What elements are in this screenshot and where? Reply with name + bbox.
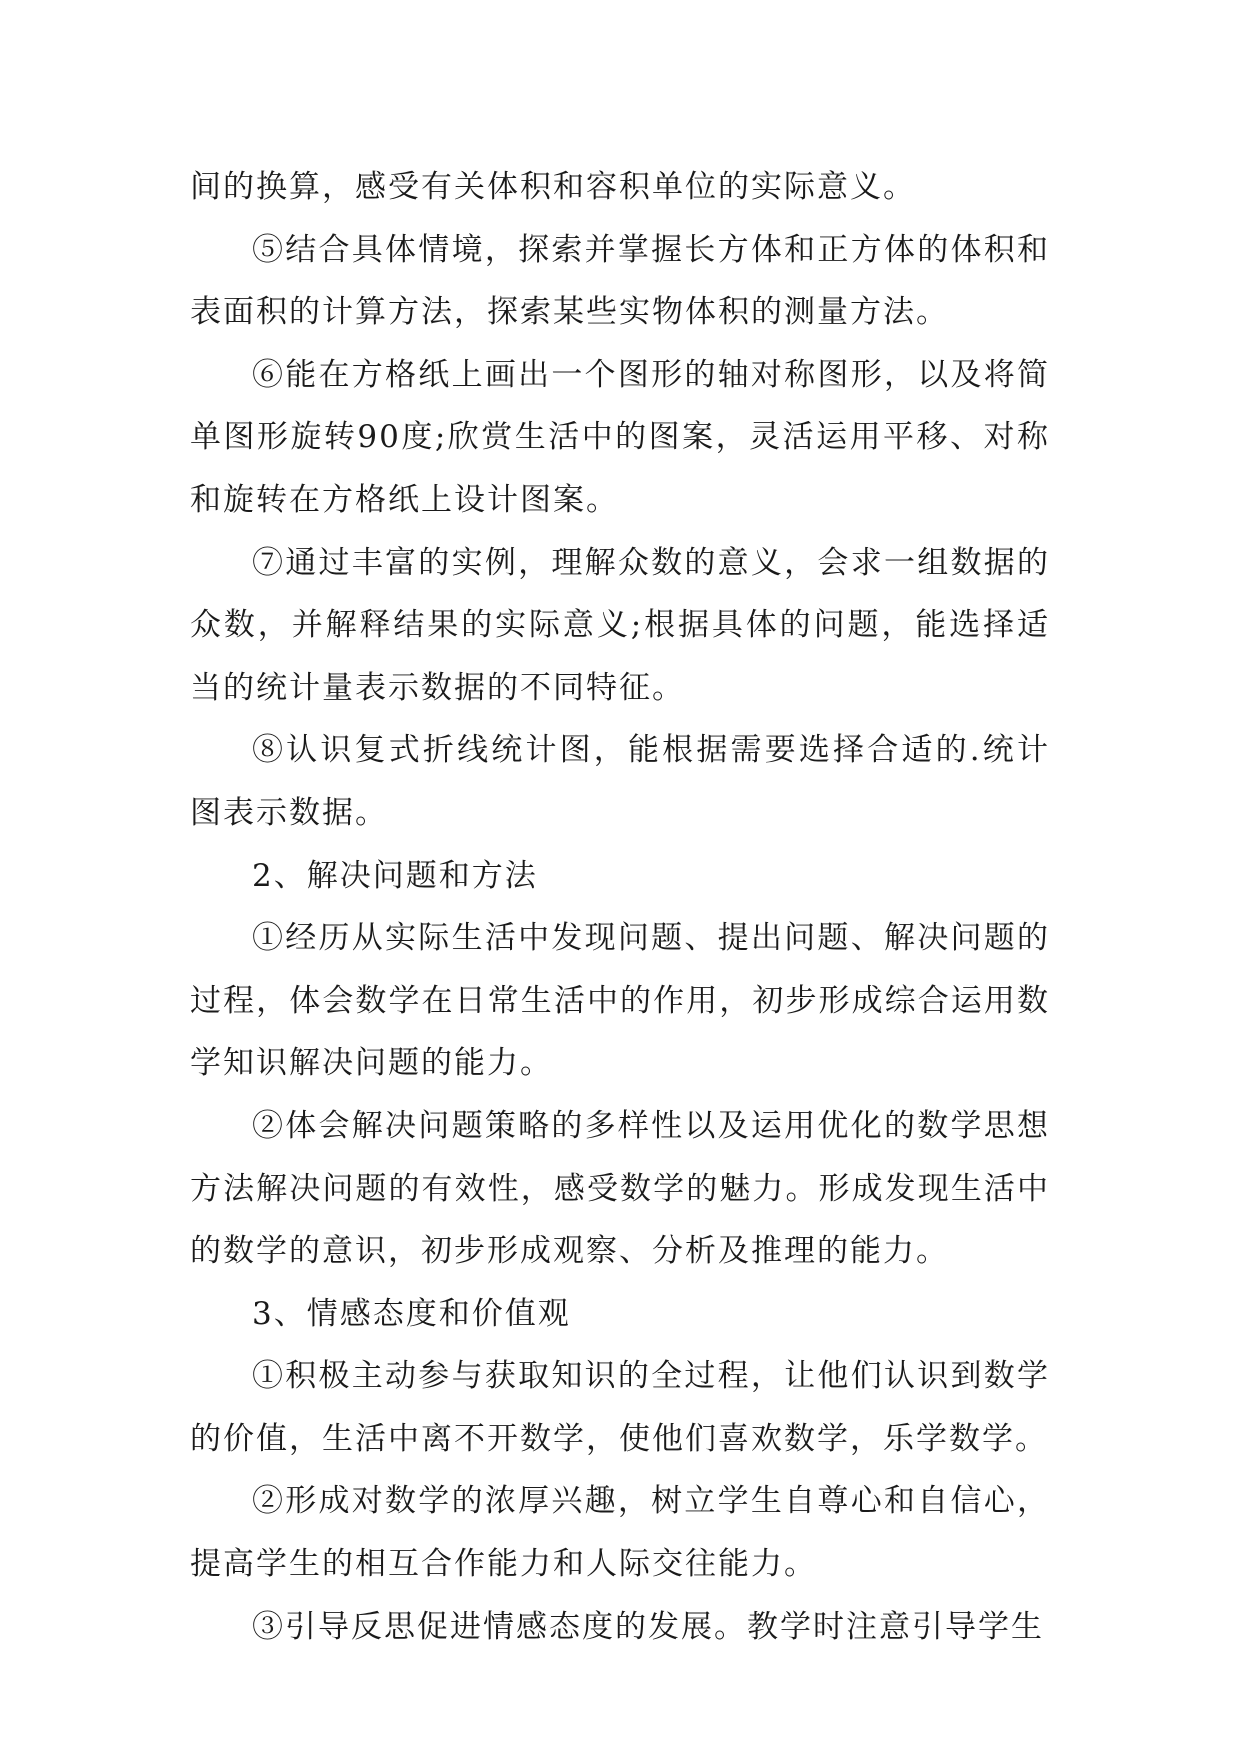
paragraph-item-5-volume-surface-area: ⑤结合具体情境，探索并掌握长方体和正方体的体积和表面积的计算方法，探索某些实物体积的测量方法。 bbox=[190, 231, 1050, 331]
paragraph-item-8-line-chart: ⑧认识复式折线统计图，能根据需要选择合适的.统计图表示数据。 bbox=[190, 732, 1050, 831]
paragraph-item-6-symmetry-rotation: ⑥能在方格纸上画出一个图形的轴对称图形，以及将简单图形旋转90度;欣赏生活中的图案，灵活运用平移、对称和旋转在方格纸上设计图案。 bbox=[190, 356, 1050, 518]
paragraph-attitudes-item-3: ③引导反思促进情感态度的发展。教学时注意引导学生 bbox=[252, 1608, 1044, 1645]
paragraph-item-7-mode-statistics: ⑦通过丰富的实例，理解众数的意义，会求一组数据的众数，并解释结果的实际意义;根据具体的问题，能选择适当的统计量表示数据的不同特征。 bbox=[190, 544, 1050, 706]
document-body bbox=[190, 156, 1050, 1658]
section-heading-problem-solving: 2、解决问题和方法 bbox=[252, 857, 538, 894]
paragraph-attitudes-item-1: ①积极主动参与获取知识的全过程，让他们认识到数学的价值，生活中离不开数学，使他们喜欢数学，乐学数学。 bbox=[190, 1358, 1050, 1457]
paragraph-problem-solving-item-2: ②体会解决问题策略的多样性以及运用优化的数学思想方法解决问题的有效性，感受数学的魅力。形成发现生活中的数学的意识，初步形成观察、分析及推理的能力。 bbox=[190, 1107, 1050, 1270]
paragraph-unit-conversion: 间的换算，感受有关体积和容积单位的实际意义。 bbox=[190, 169, 916, 205]
paragraph-attitudes-item-2: ②形成对数学的浓厚兴趣，树立学生自尊心和自信心，提高学生的相互合作能力和人际交往能力。 bbox=[190, 1483, 1050, 1583]
paragraph-problem-solving-item-1: ①经历从实际生活中发现问题、提出问题、解决问题的过程，体会数学在日常生活中的作用，初步形成综合运用数学知识解决问题的能力。 bbox=[190, 920, 1050, 1082]
section-heading-attitudes-values: 3、情感态度和价值观 bbox=[252, 1295, 571, 1332]
